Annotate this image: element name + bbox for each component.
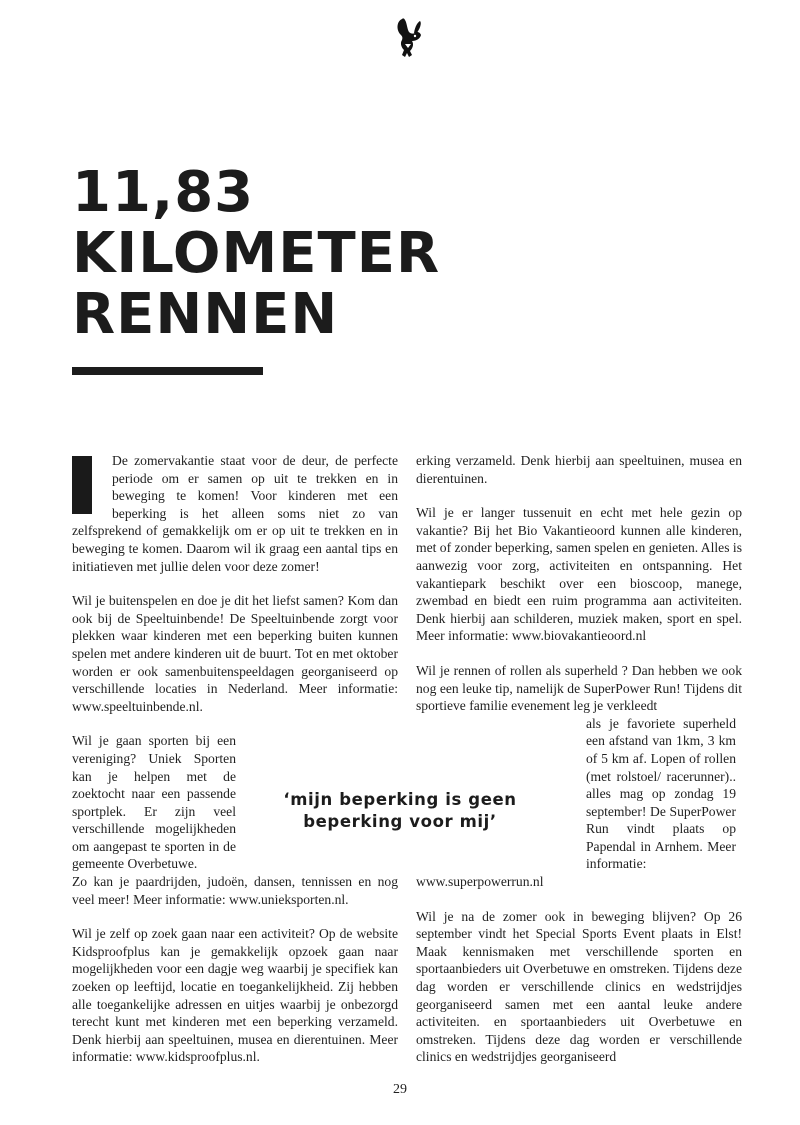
left-column [72,452,398,1083]
superpower-run-details: als je favoriete superheld een afstand van 1km, 3 km of 5 km af. Lopen of rollen (met rolstoel/ racerunner).. alles mag op zondag 19 september! De SuperPower Run vindt plaats op Papendal in Arnhem. Meer informatie: [586,715,736,872]
article-headline [72,162,440,345]
headline-line-2: KILOMETER [72,221,441,286]
headline-underline [72,367,263,375]
pull-quote: ‘mijn beperking is geen beperking voor mij’ [283,790,517,831]
headline-line-3: RENNEN [72,282,339,347]
continued-paragraph: erking verzameld. Denk hierbij aan speeltuinen, musea en dierentuinen. [416,453,742,486]
bunny-logo-icon [393,17,423,59]
uniek-sporten-continued: Zo kan je paardrijden, judoën, dansen, tennissen en nog veel meer! Meer informatie: www.unieksporten.nl. [72,874,398,907]
uniek-sporten-paragraph: Wil je gaan sporten bij een vereniging? Uniek Sporten kan je helpen met de zoektocht naar een passende sportplek. Er zijn veel verschillende mogelijkheden om aangepast te sporten in de gemeente Overbetuwe. [72,733,236,872]
special-sports-paragraph: Wil je na de zomer ook in beweging blijven? Op 26 september vindt het Special Sports Event plaats in Elst! Maak kennismaken met verschillende sporten en sportaanbieders uit Overbetuwe en omstreken. Tijdens deze dag worden er verschillende clinics en wedstrijdjes georganiseerd samen met een aantal leuke andere activiteiten. en sportaanbieders uit Overbetuwe en omstreken. Tijdens deze dag worden er verschillende clinics en wedstrijdjes georganiseerd [416,908,742,1065]
speeltuinbende-paragraph: Wil je buitenspelen en doe je dit het liefst samen? Kom dan ook bij de Speeltuinbende! De Speeltuinbende zorgt voor plekken waar kinderen met een beperking buiten kunnen spelen met andere kinderen uit de buurt. Tot en met oktober worden er ook samenbuitenspeeldagen georganiseerd op verschillende locaties in Nederland. Meer informatie: www.speeltuinbende.nl. [72,593,398,714]
bio-vakantieoord-paragraph: Wil je er langer tussenuit en echt met hele gezin op vakantie? Bij het Bio Vakantieoord kunnen alle kinderen, met of zonder beperking, samen spelen en genieten. Alles is aanwezig voor zorg, activiteiten en ontspanning. Het vakantiepark beschikt over een bioscoop, manege, zwembad en biedt een ruim programma aan activiteiten. Denk hierbij aan schilderen, muziek maken, sport en spel. Meer informatie: www.biovakantieoord.nl [416,505,742,644]
superpower-run-intro: Wil je rennen of rollen als superheld ? Dan hebben we ook nog een leuke tip, namelijk de SuperPower Run! Tijdens dit sportieve familie evenement leg je verkleedt [416,662,742,714]
intro-paragraph [72,452,398,575]
page-number: 29 [393,1082,407,1097]
headline-line-1: 11,83 [72,160,255,225]
right-column [416,452,742,1083]
drop-cap-i [72,456,92,514]
kidsproofplus-paragraph: Wil je zelf op zoek gaan naar een activiteit? Op de website Kidsproofplus kan je gemakkelijk opzoek gaan naar mogelijkheden voor een dagje weg waarbij je specifiek kan zoeken op leeftijd, locatie en toegankelijkheid. Zij hebben alle toegankelijke adressen en uitjes waarbij je onbezorgd terecht kunt met kinderen met een beperking verzameld. Denk hierbij aan speeltuinen, musea en dierentuinen. Meer informatie: www.kidsproofplus.nl. [72,926,398,1065]
superpower-run-link: www.superpowerrun.nl [416,874,544,890]
intro-text: De zomervakantie staat voor de deur, de perfecte periode om er samen op uit te trekken en in beweging te komen! Voor kinderen met een beperking is het alleen soms niet zo van zelfsprekend of gemakkelijk om er op uit te trekken en in beweging te komen. Daarom wil ik graag een aantal tips en initiatieven met jullie delen voor deze zomer! [72,453,398,574]
